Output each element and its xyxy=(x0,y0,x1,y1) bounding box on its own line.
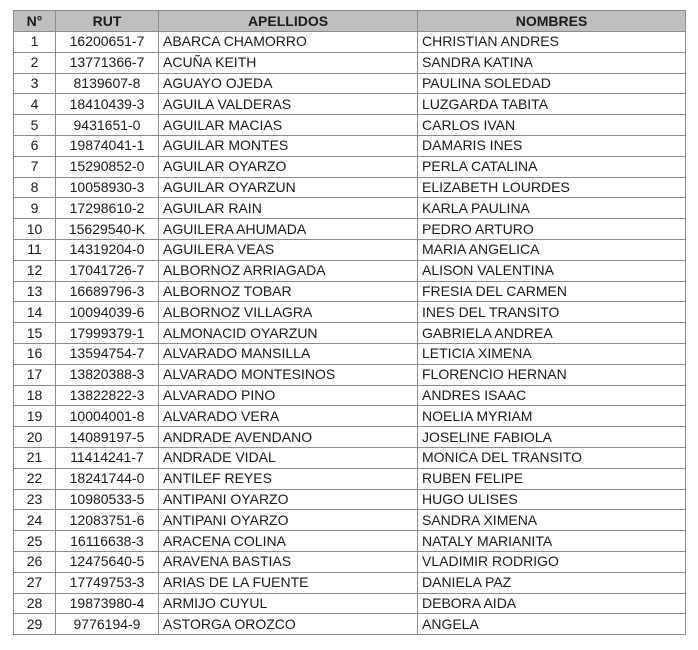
cell-rut: 13771366-7 xyxy=(56,52,159,73)
cell-number: 7 xyxy=(14,156,56,177)
cell-rut: 19873980-4 xyxy=(56,593,159,614)
table-body xyxy=(14,32,686,635)
cell-number: 19 xyxy=(14,406,56,427)
cell-nombres: PAULINA SOLEDAD xyxy=(418,73,686,94)
cell-rut: 18410439-3 xyxy=(56,94,159,115)
cell-nombres: GABRIELA ANDREA xyxy=(418,323,686,344)
cell-nombres: SANDRA KATINA xyxy=(418,52,686,73)
cell-nombres: ANDRES ISAAC xyxy=(418,385,686,406)
cell-rut: 16689796-3 xyxy=(56,281,159,302)
cell-apellidos: ARMIJO CUYUL xyxy=(159,593,418,614)
cell-number: 10 xyxy=(14,219,56,240)
cell-nombres: INES DEL TRANSITO xyxy=(418,302,686,323)
table-row xyxy=(14,135,686,156)
cell-nombres: FRESIA DEL CARMEN xyxy=(418,281,686,302)
cell-nombres: DEBORA AIDA xyxy=(418,593,686,614)
cell-rut: 13822822-3 xyxy=(56,385,159,406)
cell-number: 2 xyxy=(14,52,56,73)
cell-rut: 12083751-6 xyxy=(56,510,159,531)
cell-rut: 10004001-8 xyxy=(56,406,159,427)
cell-nombres: FLORENCIO HERNAN xyxy=(418,364,686,385)
header-nombres: NOMBRES xyxy=(418,11,686,32)
cell-number: 15 xyxy=(14,323,56,344)
table-row xyxy=(14,551,686,572)
cell-apellidos: ARAVENA BASTIAS xyxy=(159,551,418,572)
cell-apellidos: ALVARADO MANSILLA xyxy=(159,343,418,364)
cell-apellidos: ALBORNOZ ARRIAGADA xyxy=(159,260,418,281)
cell-apellidos: AGUILAR MACIAS xyxy=(159,115,418,136)
cell-nombres: DAMARIS INES xyxy=(418,135,686,156)
cell-apellidos: ARACENA COLINA xyxy=(159,531,418,552)
table-row xyxy=(14,52,686,73)
cell-number: 16 xyxy=(14,343,56,364)
table-row xyxy=(14,302,686,323)
cell-apellidos: AGUAYO OJEDA xyxy=(159,73,418,94)
cell-rut: 14319204-0 xyxy=(56,239,159,260)
cell-rut: 19874041-1 xyxy=(56,135,159,156)
table-row xyxy=(14,177,686,198)
cell-nombres: RUBEN FELIPE xyxy=(418,468,686,489)
cell-nombres: SANDRA XIMENA xyxy=(418,510,686,531)
cell-nombres: PEDRO ARTURO xyxy=(418,219,686,240)
cell-nombres: VLADIMIR RODRIGO xyxy=(418,551,686,572)
cell-rut: 8139607-8 xyxy=(56,73,159,94)
cell-apellidos: AGUILAR OYARZO xyxy=(159,156,418,177)
cell-nombres: JOSELINE FABIOLA xyxy=(418,427,686,448)
cell-rut: 17041726-7 xyxy=(56,260,159,281)
cell-apellidos: ALVARADO PINO xyxy=(159,385,418,406)
cell-rut: 17749753-3 xyxy=(56,572,159,593)
cell-number: 3 xyxy=(14,73,56,94)
cell-number: 17 xyxy=(14,364,56,385)
table-row xyxy=(14,572,686,593)
cell-nombres: DANIELA PAZ xyxy=(418,572,686,593)
cell-rut: 11414241-7 xyxy=(56,447,159,468)
table-row xyxy=(14,406,686,427)
cell-apellidos: ANDRADE AVENDANO xyxy=(159,427,418,448)
cell-rut: 17298610-2 xyxy=(56,198,159,219)
cell-rut: 15629540-K xyxy=(56,219,159,240)
cell-number: 24 xyxy=(14,510,56,531)
cell-apellidos: ASTORGA OROZCO xyxy=(159,614,418,635)
cell-number: 13 xyxy=(14,281,56,302)
cell-apellidos: AGUILAR RAIN xyxy=(159,198,418,219)
cell-number: 9 xyxy=(14,198,56,219)
cell-apellidos: ANDRADE VIDAL xyxy=(159,447,418,468)
cell-nombres: CHRISTIAN ANDRES xyxy=(418,32,686,53)
cell-apellidos: ANTILEF REYES xyxy=(159,468,418,489)
table-row xyxy=(14,468,686,489)
cell-nombres: KARLA PAULINA xyxy=(418,198,686,219)
table-row xyxy=(14,73,686,94)
cell-rut: 10058930-3 xyxy=(56,177,159,198)
cell-rut: 17999379-1 xyxy=(56,323,159,344)
cell-apellidos: ACUÑA KEITH xyxy=(159,52,418,73)
cell-number: 21 xyxy=(14,447,56,468)
cell-rut: 15290852-0 xyxy=(56,156,159,177)
cell-nombres: NOELIA MYRIAM xyxy=(418,406,686,427)
cell-number: 18 xyxy=(14,385,56,406)
table-row xyxy=(14,385,686,406)
cell-number: 29 xyxy=(14,614,56,635)
table-row xyxy=(14,614,686,635)
cell-rut: 16116638-3 xyxy=(56,531,159,552)
table-row xyxy=(14,364,686,385)
cell-number: 23 xyxy=(14,489,56,510)
table-row xyxy=(14,115,686,136)
cell-nombres: MONICA DEL TRANSITO xyxy=(418,447,686,468)
cell-number: 5 xyxy=(14,115,56,136)
table-row xyxy=(14,156,686,177)
table-row xyxy=(14,510,686,531)
cell-apellidos: AGUILA VALDERAS xyxy=(159,94,418,115)
cell-rut: 14089197-5 xyxy=(56,427,159,448)
cell-number: 1 xyxy=(14,32,56,53)
cell-rut: 12475640-5 xyxy=(56,551,159,572)
cell-rut: 10980533-5 xyxy=(56,489,159,510)
cell-number: 28 xyxy=(14,593,56,614)
cell-number: 26 xyxy=(14,551,56,572)
table-header xyxy=(14,11,686,32)
cell-rut: 13820388-3 xyxy=(56,364,159,385)
cell-number: 4 xyxy=(14,94,56,115)
cell-nombres: LETICIA XIMENA xyxy=(418,343,686,364)
cell-apellidos: ALMONACID OYARZUN xyxy=(159,323,418,344)
header-row xyxy=(14,11,686,32)
cell-apellidos: ALVARADO MONTESINOS xyxy=(159,364,418,385)
cell-number: 22 xyxy=(14,468,56,489)
header-number: N° xyxy=(14,11,56,32)
cell-apellidos: ALBORNOZ VILLAGRA xyxy=(159,302,418,323)
cell-rut: 18241744-0 xyxy=(56,468,159,489)
header-apellidos: APELLIDOS xyxy=(159,11,418,32)
cell-apellidos: AGUILERA VEAS xyxy=(159,239,418,260)
cell-number: 6 xyxy=(14,135,56,156)
cell-number: 12 xyxy=(14,260,56,281)
table-row xyxy=(14,32,686,53)
cell-rut: 9431651-0 xyxy=(56,115,159,136)
cell-nombres: ELIZABETH LOURDES xyxy=(418,177,686,198)
table-row xyxy=(14,489,686,510)
cell-nombres: HUGO ULISES xyxy=(418,489,686,510)
cell-nombres: PERLA CATALINA xyxy=(418,156,686,177)
cell-number: 25 xyxy=(14,531,56,552)
cell-apellidos: AGUILAR MONTES xyxy=(159,135,418,156)
cell-nombres: NATALY MARIANITA xyxy=(418,531,686,552)
table-row xyxy=(14,281,686,302)
header-rut: RUT xyxy=(56,11,159,32)
cell-apellidos: AGUILERA AHUMADA xyxy=(159,219,418,240)
cell-number: 14 xyxy=(14,302,56,323)
cell-rut: 9776194-9 xyxy=(56,614,159,635)
table-row xyxy=(14,593,686,614)
cell-nombres: CARLOS IVAN xyxy=(418,115,686,136)
cell-apellidos: AGUILAR OYARZUN xyxy=(159,177,418,198)
roster-table-container xyxy=(13,10,686,635)
cell-number: 8 xyxy=(14,177,56,198)
cell-apellidos: ARIAS DE LA FUENTE xyxy=(159,572,418,593)
table-row xyxy=(14,323,686,344)
cell-number: 11 xyxy=(14,239,56,260)
cell-apellidos: ALVARADO VERA xyxy=(159,406,418,427)
cell-apellidos: ANTIPANI OYARZO xyxy=(159,489,418,510)
cell-apellidos: ALBORNOZ TOBAR xyxy=(159,281,418,302)
table-row xyxy=(14,94,686,115)
table-row xyxy=(14,447,686,468)
table-row xyxy=(14,531,686,552)
table-row xyxy=(14,239,686,260)
cell-rut: 16200651-7 xyxy=(56,32,159,53)
cell-nombres: LUZGARDA TABITA xyxy=(418,94,686,115)
cell-apellidos: ANTIPANI OYARZO xyxy=(159,510,418,531)
cell-nombres: ALISON VALENTINA xyxy=(418,260,686,281)
roster-table xyxy=(13,10,686,635)
cell-nombres: ANGELA xyxy=(418,614,686,635)
cell-rut: 13594754-7 xyxy=(56,343,159,364)
table-row xyxy=(14,219,686,240)
table-row xyxy=(14,260,686,281)
cell-number: 27 xyxy=(14,572,56,593)
table-row xyxy=(14,198,686,219)
table-row xyxy=(14,427,686,448)
cell-rut: 10094039-6 xyxy=(56,302,159,323)
cell-number: 20 xyxy=(14,427,56,448)
cell-apellidos: ABARCA CHAMORRO xyxy=(159,32,418,53)
table-row xyxy=(14,343,686,364)
cell-nombres: MARIA ANGELICA xyxy=(418,239,686,260)
